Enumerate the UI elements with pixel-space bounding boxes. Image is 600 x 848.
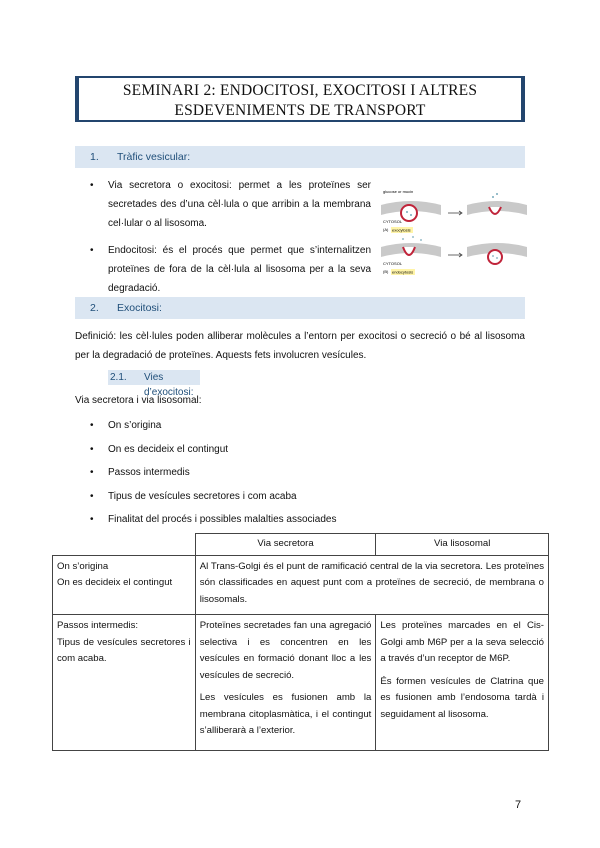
cargo-dot (492, 255, 494, 257)
released-dot (496, 193, 498, 195)
table-corner (53, 534, 196, 556)
endocytic-vesicle (488, 250, 502, 264)
subsection-title: Vies d’exocitosi: (144, 372, 194, 398)
secretora-paragraph-1: Proteïnes secretades fan una agregació selectiva i es concentren en les vesícules en formació donant lloc a les vesícules de secreció. (199, 620, 372, 681)
bullet-endocitosi: • Endocitosi: és el procés que permet que s’internalitzen proteïnes de fora de la cèl·lula al lisosoma per a la seva degradació. (88, 241, 371, 298)
lisosomal-paragraph-1: Les proteïnes marcades en el Cis-Golgi amb M6P per a la seva selecció a través d’un receptor de M6P. (380, 620, 544, 664)
cargo-dot (496, 257, 498, 259)
figure-bottom-prefix: (B) (383, 269, 389, 274)
header-via-secretora: Via secretora (195, 534, 376, 556)
subsection-2-1-heading (108, 370, 200, 398)
vies-intro: Via secretora i via lisosomal: (75, 395, 202, 406)
figure-top-label: glucose or mucin (383, 189, 414, 194)
cargo-dot (410, 214, 412, 216)
figure-bottom-cytosol: CYTOSOL (383, 261, 403, 266)
row-1-label (53, 555, 196, 615)
definition-paragraph: Definició: les cèl·lules poden alliberar molècules a l’entorn per exocitosi o secreció o bé al lisosoma per la degradació de proteïnes. Aquests fets involucren vesícules. (75, 331, 525, 361)
page-number: 7 (515, 799, 522, 811)
row-2-lisosomal (376, 615, 549, 751)
section-1-heading (75, 146, 525, 168)
secretora-paragraph-2: Les vesícules es fusionen amb la membrana citoplasmàtica, i el contingut s’alliberarà a l’exterior. (199, 692, 372, 736)
cargo-dot (412, 236, 414, 238)
header-via-lisosomal: Via lisosomal (376, 534, 549, 556)
row-2-label (53, 615, 196, 751)
row-1-merged-cell: Al Trans-Golgi és el punt de ramificació central de la via secretora. Les proteïnes són classificades en aquest punt com a proteïnes de secreció, de membrana o lisosomals. (195, 555, 548, 615)
list-item: • On s’origina (88, 414, 336, 438)
subsection-number: 2.1. (110, 372, 127, 383)
figure-top-cytosol: CYTOSOL (383, 219, 403, 224)
row-2-label-b: Tipus de vesícules secretores i com acaba. (57, 636, 191, 664)
title-line-2: ESDEVENIMENTS DE TRANSPORT (174, 102, 426, 119)
vesicle-transport-figure (381, 185, 529, 275)
section-1-title: Tràfic vesicular: (117, 151, 191, 163)
bullet-exocitosi: • Via secretora o exocitosi: permet a les proteïnes ser secretades des d’una cèl·lula o que arribin a la membrana cel·lular o al lisosoma. (88, 176, 371, 233)
section-1-number: 1. (90, 151, 99, 163)
list-item: • On es decideix el contingut (88, 438, 336, 462)
invaginating-vesicle (403, 247, 415, 255)
list-item: • Finalitat del procés i possibles malalties associades (88, 508, 336, 532)
fusing-vesicle (489, 207, 501, 214)
table-row (53, 555, 549, 615)
figure-top-prefix: (A) (383, 227, 389, 232)
list-item: • Tipus de vesícules secretores i com acaba (88, 485, 336, 509)
comparison-table (52, 533, 549, 751)
section-2-number: 2. (90, 302, 99, 314)
row-2-label-a: Passos intermedis: (57, 620, 139, 631)
table-header-row (53, 534, 549, 556)
figure-top-caption: exocytosis (392, 227, 411, 233)
section-2-title: Exocitosi: (117, 302, 162, 314)
page-title (75, 76, 525, 122)
vesicle-top-left (401, 205, 417, 221)
title-line-1: SEMINARI 2: ENDOCITOSI, EXOCITOSI I ALTRES (122, 82, 478, 99)
cargo-dot (406, 211, 408, 213)
section-1-bullets (88, 176, 371, 298)
row-1-label-b: On es decideix el contingut (57, 577, 173, 588)
row-1-label-a: On s’origina (57, 560, 109, 572)
cargo-dot (402, 238, 404, 240)
list-item: • Passos intermedis (88, 461, 336, 485)
section-2-heading (75, 297, 525, 319)
row-2-secretora (195, 615, 376, 751)
cargo-dot (420, 239, 422, 241)
table-row (53, 615, 549, 751)
released-dot (492, 196, 494, 198)
aspects-list (88, 414, 336, 532)
lisosomal-paragraph-2: És formen vesícules de Clatrina que es fusionen amb l’endosoma tardà i seguidament al lisosoma. (380, 675, 544, 720)
figure-bottom-caption: endocytosis (392, 269, 414, 275)
